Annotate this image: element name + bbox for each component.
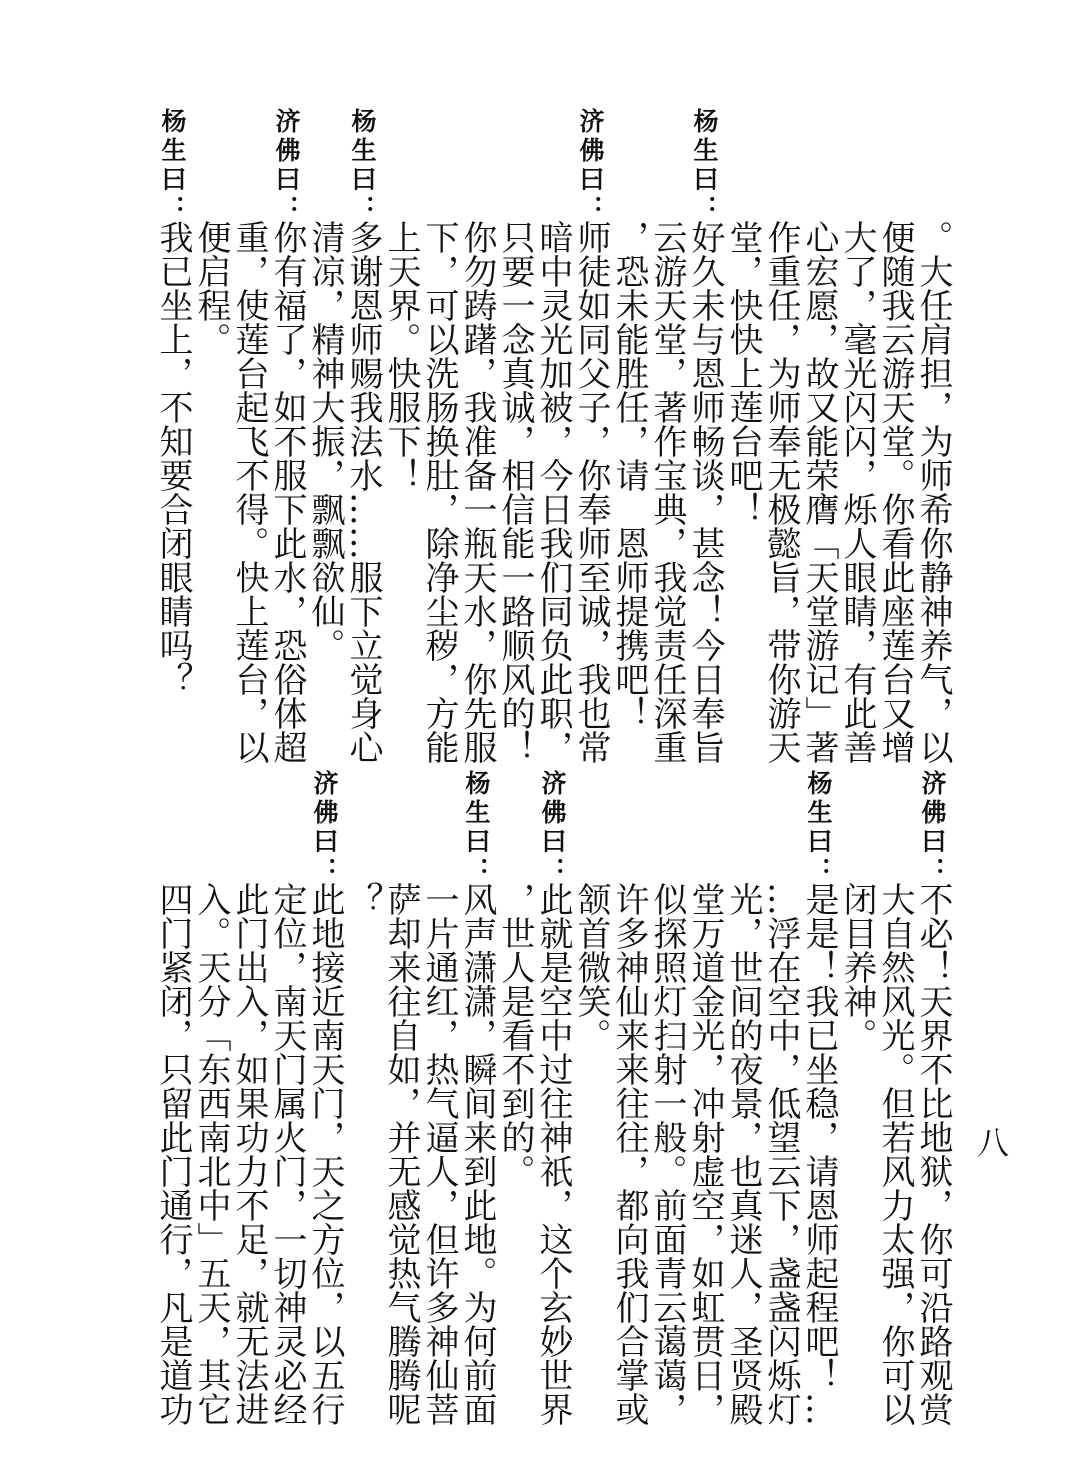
text-column: 萨却来往自如，并无感觉热气腾腾呢 (381, 882, 421, 1426)
speaker-label: 杨生曰： (462, 770, 491, 886)
text-column: 是是！我已坐稳，请恩师起程吧！… (799, 882, 839, 1426)
text-column: 便启程。 (191, 220, 231, 356)
text-column: 似探照灯扫射一般。前面青云蔼蔼， (647, 882, 687, 1426)
text-column: 好久未与恩师畅谈，甚念！今日奉旨 (685, 220, 725, 764)
text-column: 清凉，精神大振，飘飘欲仙。 (305, 220, 345, 662)
text-column: 上天界。快服下！ (381, 220, 421, 492)
text-column: 下，可以洗肠换肚，除净尘秽，方能 (419, 220, 459, 764)
text-column: 便随我云游天堂。你看此座莲台又增 (875, 220, 915, 764)
text-column: 你有福了，如不服下此水，恐俗体超 (267, 220, 307, 764)
text-column: ，恐未能胜任，请 恩师提携吧！ (609, 220, 649, 730)
speaker-label: 济佛曰： (918, 770, 947, 886)
text-column: 许多神仙来来往往，都向我们合掌或 (609, 882, 649, 1426)
text-column: 入。天分「东西南北中」五天，其它 (191, 882, 231, 1426)
text-column: 此门出入，如果功力不足，就无法进 (229, 882, 269, 1426)
speaker-label: 济佛曰： (310, 770, 339, 886)
text-column: 堂万道金光，冲射虚空，如虹贯日， (685, 882, 725, 1426)
text-column: 云游天堂，著作宝典，我觉责任深重 (647, 220, 687, 764)
text-column: …浮在空中，低望云下，盏盏闪烁灯 (761, 882, 801, 1426)
text-column: 我已坐上，不知要合闭眼睛吗？ (153, 220, 193, 696)
text-column: 多谢恩师赐我法水……服下立觉身心 (343, 220, 383, 764)
text-column: 四门紧闭，只留此门通行，凡是道功 (153, 882, 193, 1426)
text-column: 此就是空中过往神祇，这个玄妙世界 (533, 882, 573, 1426)
text-column: 定位，南天门属火门，一切神灵必经 (267, 882, 307, 1426)
speaker-label: 杨生曰： (348, 108, 377, 224)
text-column: 光，世间的夜景，也真迷人，圣贤殿 (723, 882, 763, 1426)
speaker-label: 杨生曰： (804, 770, 833, 886)
speaker-label: 济佛曰： (538, 770, 567, 886)
text-column: 重，使莲台起飞不得。快上莲台，以 (229, 220, 269, 764)
text-column: 颔首微笑。 (571, 882, 611, 1052)
text-column: 闭目养神。 (837, 882, 877, 1052)
text-column: ？ (343, 882, 383, 916)
text-column: 。大任肩担，为师希你静神养气，以 (913, 220, 953, 764)
text-column: 大了，毫光闪闪，烁人眼睛，有此善 (837, 220, 877, 764)
text-column: 心宏愿，故又能荣膺「天堂游记」著 (799, 220, 839, 764)
text-column: 风声潇潇，瞬间来到此地。为何前面 (457, 882, 497, 1426)
speaker-label: 济佛曰： (576, 108, 605, 224)
speaker-label: 杨生曰： (158, 108, 187, 224)
text-column: 一片通红，热气逼人，但许多神仙菩 (419, 882, 459, 1426)
page-number: 八 (976, 1124, 1009, 1162)
text-column: 你勿踌躇，我准备一瓶天水，你先服 (457, 220, 497, 764)
speaker-label: 济佛曰： (272, 108, 301, 224)
text-column: 暗中灵光加被，今日我们同负此职， (533, 220, 573, 764)
text-column: 堂，快快上莲台吧！ (723, 220, 763, 526)
text-column: 大自然风光。但若风力太强，你可以 (875, 882, 915, 1426)
text-column: 作重任，为师奉无极懿旨，带你游天 (761, 220, 801, 764)
text-column: 师徒如同父子，你奉师至诚，我也常 (571, 220, 611, 764)
speaker-label: 杨生曰： (690, 108, 719, 224)
text-column: 只要一念真诚，相信能一路顺风的！ (495, 220, 535, 764)
text-column: 不必！天界不比地狱，你可沿路观赏 (913, 882, 953, 1426)
text-column: ，世人是看不到的。 (495, 882, 535, 1188)
text-column: 此地接近南天门，天之方位，以五行 (305, 882, 345, 1426)
